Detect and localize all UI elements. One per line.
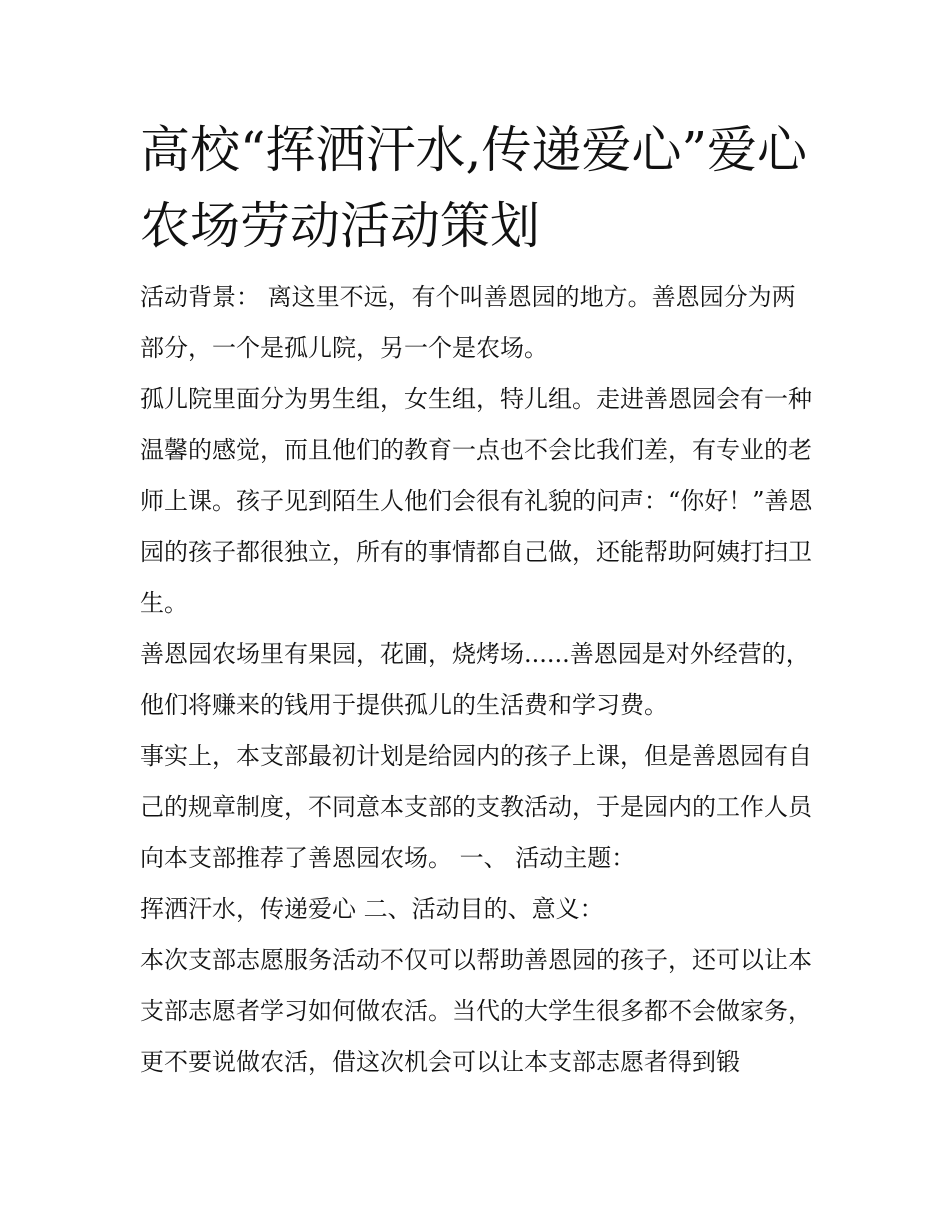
document-title: 高校“挥洒汗水,传递爱心”爱心农场劳动活动策划 (140, 121, 808, 255)
paragraph-theme: 挥洒汗水，传递爱心 二、活动目的、意义： (140, 895, 604, 923)
paragraph-farm: 善恩园农场里有果园，花圃，烧烤场......善恩园是对外经营的，他们将赚来的钱用于提供孤儿的生活费和学习费。 (140, 640, 810, 719)
paragraph-plan: 事实上，本支部最初计划是给园内的孩子上课，但是善恩园有自己的规章制度，不同意本支部的支教活动，于是园内的工作人员向本支部推荐了善恩园农场。 一、 活动主题： (140, 742, 812, 872)
paragraph-background: 活动背景： 离这里不远，有个叫善恩园的地方。善恩园分为两部分，一个是孤儿院，另一个是农场。 (140, 283, 796, 362)
paragraph-orphanage: 孤儿院里面分为男生组，女生组，特儿组。走进善恩园会有一种温馨的感觉，而且他们的教育一点也不会比我们差，有专业的老师上课。孩子见到陌生人他们会很有礼貌的问声：“你好！”善恩园的孩子都很独立，所有的事情都自己做，还能帮助阿姨打扫卫生。 (140, 385, 813, 617)
document-body (140, 272, 816, 1088)
paragraph-purpose: 本次支部志愿服务活动不仅可以帮助善恩园的孩子，还可以让本支部志愿者学习如何做农活。当代的大学生很多都不会做家务，更不要说做农活，借这次机会可以让本支部志愿者得到锻 (140, 946, 812, 1076)
